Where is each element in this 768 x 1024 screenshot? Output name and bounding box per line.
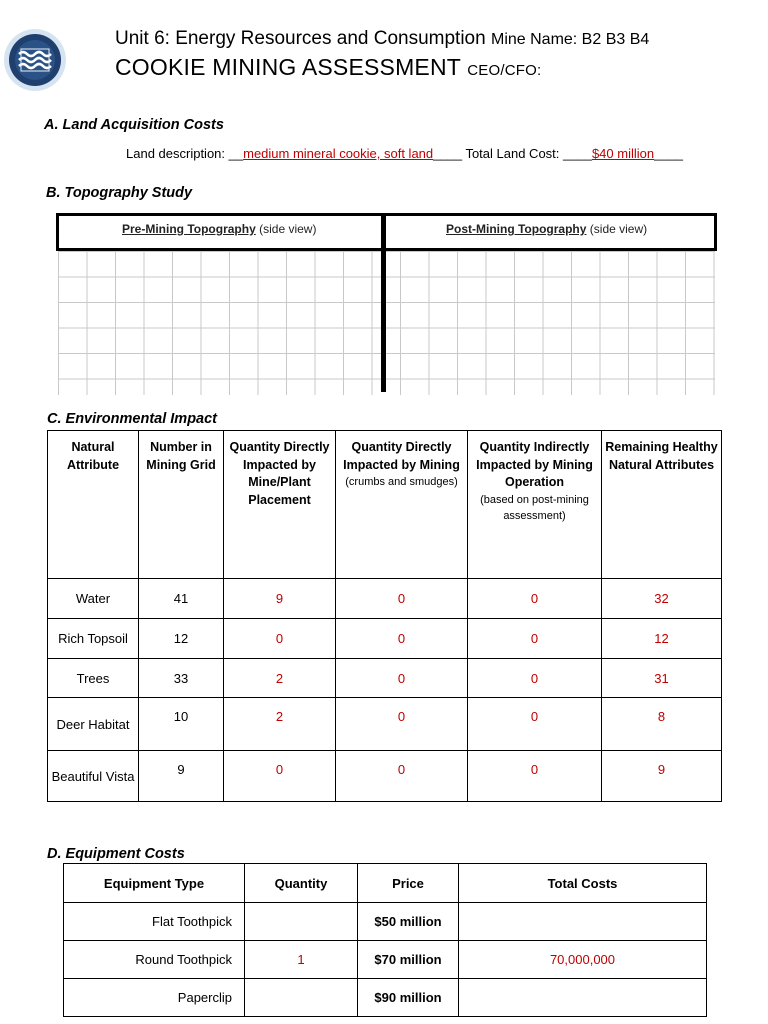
header-indirect-impact-text: Quantity Indirectly Impacted by Mining Operation	[476, 440, 593, 489]
table-row	[48, 619, 722, 659]
assessment-title-text: COOKIE MINING ASSESSMENT	[115, 54, 461, 80]
price-cell: $90 million	[358, 979, 459, 1017]
direct-mine-cell[interactable]: 2	[224, 698, 336, 751]
header-direct-mining-note: (crumbs and smudges)	[345, 476, 458, 488]
number-cell: 12	[139, 619, 224, 659]
total-land-cost-trail: ____	[654, 146, 684, 161]
total-land-cost-value[interactable]: $40 million	[591, 146, 655, 161]
attribute-cell: Trees	[48, 659, 139, 698]
quantity-cell[interactable]	[245, 903, 358, 941]
land-description-label: Land description:	[126, 146, 226, 161]
indirect-cell[interactable]: 0	[468, 579, 602, 619]
direct-mining-cell[interactable]: 0	[336, 619, 468, 659]
pre-mining-heading	[122, 222, 316, 236]
direct-mine-cell[interactable]: 0	[224, 751, 336, 802]
price-cell: $50 million	[358, 903, 459, 941]
header-remaining-healthy: Remaining Healthy Natural Attributes	[602, 431, 722, 579]
environmental-impact-table	[47, 430, 722, 802]
section-c-heading: C. Environmental Impact	[47, 411, 218, 427]
number-cell: 10	[139, 698, 224, 751]
direct-mining-cell[interactable]: 0	[336, 579, 468, 619]
header-direct-mining-text: Quantity Directly Impacted by Mining	[343, 440, 460, 472]
header-natural-attribute: Natural Attribute	[48, 431, 139, 579]
total-cost-cell[interactable]: 70,000,000	[459, 941, 707, 979]
section-d-heading: D. Equipment Costs	[47, 846, 185, 862]
header-indirect-impact	[468, 431, 602, 579]
attribute-cell: Beautiful Vista	[48, 751, 139, 802]
section-b-heading: B. Topography Study	[46, 185, 193, 201]
indirect-cell[interactable]: 0	[468, 659, 602, 698]
post-mining-heading	[446, 222, 647, 236]
post-mining-suffix: (side view)	[589, 222, 648, 236]
equipment-costs-table	[63, 863, 707, 1017]
direct-mining-cell[interactable]: 0	[336, 698, 468, 751]
table-row	[64, 903, 707, 941]
table-row	[48, 751, 722, 802]
price-cell: $70 million	[358, 941, 459, 979]
topography-grid	[56, 213, 717, 395]
header-price: Price	[358, 864, 459, 903]
attribute-cell: Rich Topsoil	[48, 619, 139, 659]
table-row	[48, 579, 722, 619]
header-quantity: Quantity	[245, 864, 358, 903]
table-row	[48, 659, 722, 698]
remaining-cell[interactable]: 32	[602, 579, 722, 619]
header-number-in-grid: Number in Mining Grid	[139, 431, 224, 579]
land-description-lead: __	[228, 146, 244, 161]
remaining-cell[interactable]: 31	[602, 659, 722, 698]
table-row	[64, 941, 707, 979]
equipment-type-cell: Round Toothpick	[64, 941, 245, 979]
remaining-cell[interactable]: 12	[602, 619, 722, 659]
mine-name: Mine Name: B2 B3 B4	[490, 31, 650, 48]
attribute-cell: Water	[48, 579, 139, 619]
equipment-type-cell: Flat Toothpick	[64, 903, 245, 941]
number-cell: 33	[139, 659, 224, 698]
grid-lines[interactable]	[58, 251, 715, 395]
ceo-cfo-label: CEO/CFO:	[467, 62, 542, 79]
direct-mine-cell[interactable]: 9	[224, 579, 336, 619]
header-direct-mine-placement: Quantity Directly Impacted by Mine/Plant Placement	[224, 431, 336, 579]
number-cell: 9	[139, 751, 224, 802]
section-a-heading: A. Land Acquisition Costs	[44, 117, 224, 133]
pre-mining-title: Pre-Mining Topography	[122, 222, 256, 236]
header-direct-mining	[336, 431, 468, 579]
header-equipment-type: Equipment Type	[64, 864, 245, 903]
pre-mining-suffix: (side view)	[259, 222, 317, 236]
direct-mine-cell[interactable]: 2	[224, 659, 336, 698]
indirect-cell[interactable]: 0	[468, 619, 602, 659]
remaining-cell[interactable]: 8	[602, 698, 722, 751]
table-row	[48, 698, 722, 751]
quantity-cell[interactable]	[245, 979, 358, 1017]
direct-mining-cell[interactable]: 0	[336, 751, 468, 802]
total-land-cost-label: Total Land Cost:	[465, 146, 560, 161]
remaining-cell[interactable]: 9	[602, 751, 722, 802]
total-cost-cell[interactable]	[459, 979, 707, 1017]
total-cost-cell[interactable]	[459, 903, 707, 941]
direct-mining-cell[interactable]: 0	[336, 659, 468, 698]
direct-mine-cell[interactable]: 0	[224, 619, 336, 659]
topography-divider	[381, 213, 386, 392]
number-cell: 41	[139, 579, 224, 619]
indirect-cell[interactable]: 0	[468, 751, 602, 802]
quantity-cell[interactable]: 1	[245, 941, 358, 979]
table-row	[64, 979, 707, 1017]
indirect-cell[interactable]: 0	[468, 698, 602, 751]
assessment-title	[115, 54, 541, 81]
land-description-line	[126, 146, 683, 161]
attribute-cell: Deer Habitat	[48, 698, 139, 751]
post-mining-title: Post-Mining Topography	[446, 222, 587, 236]
unit-title	[115, 28, 649, 50]
header-total-costs: Total Costs	[459, 864, 707, 903]
header-indirect-impact-note: (based on post-mining assessment)	[480, 493, 589, 522]
total-land-cost-lead: ____	[563, 146, 592, 161]
land-description-value[interactable]: medium mineral cookie, soft land	[243, 146, 434, 161]
equipment-type-cell: Paperclip	[64, 979, 245, 1017]
unit-title-text: Unit 6: Energy Resources and Consumption	[115, 28, 486, 49]
mining-waves-logo-icon	[3, 28, 67, 92]
land-description-trail: ____	[433, 146, 463, 161]
